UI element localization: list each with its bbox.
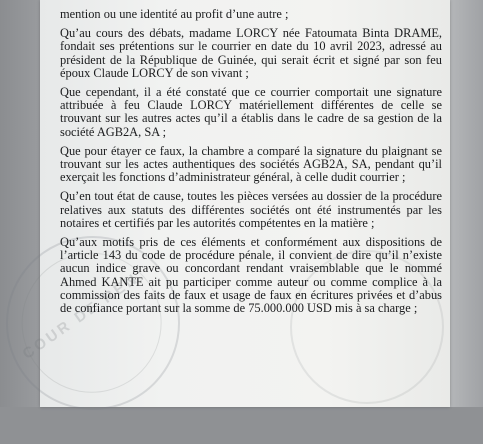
paragraph-1: mention ou une identité au profit d’une autre ; bbox=[60, 7, 289, 21]
paragraph-2: Qu’au cours des débats, madame LORCY née Fatoumata Binta DRAME, fondait ses prétentions sur le courrier en date du 10 avril 2023, adressé au président de la République de Guinée, qui serait écrit et signé par son feu époux Claude LORCY de son vivant ; bbox=[60, 26, 442, 80]
paragraph-6: Qu’aux motifs pris de ces éléments et conformément aux dispositions de l’article 143 du code de procédure pénale, il convient de dire qu’il n’existe aucun indice grave ou concordant rendant vraisemblable que le nommé Ahmed KANTE ait pu participer comme auteur ou comme complice à la commission des faits de faux et usage de faux en écritures privées et d’abus de confiance portant sur la somme de 75.000.000 USD mis à sa charge ; bbox=[60, 235, 442, 316]
document-page bbox=[19, 0, 450, 407]
document-body bbox=[60, 8, 442, 321]
paragraph-3: Que cependant, il a été constaté que ce courrier comportait une signature attribuée à feu Claude LORCY matériellement différentes de celle se trouvant sur les autres actes qu’il a établis dans le cadre de sa gestion de la société AGB2A, SA ; bbox=[60, 85, 442, 139]
paragraph-4: Que pour étayer ce faux, la chambre a comparé la signature du plaignant se trouvant sur les actes authentiques des sociétés AGB2A, SA, pendant qu’il exerçait les fonctions d’administrateur général, à celle dudit courrier ; bbox=[60, 143, 442, 185]
watermark-text: COUR DE REN bbox=[19, 269, 143, 363]
paragraph-5: Qu’en tout état de cause, toutes les pièces versées au dossier de la procédure relatives aux statuts des différentes sociétés ont été instrumentés par les notaires et certifiés par les autorités compétentes en la matière ; bbox=[60, 189, 442, 230]
